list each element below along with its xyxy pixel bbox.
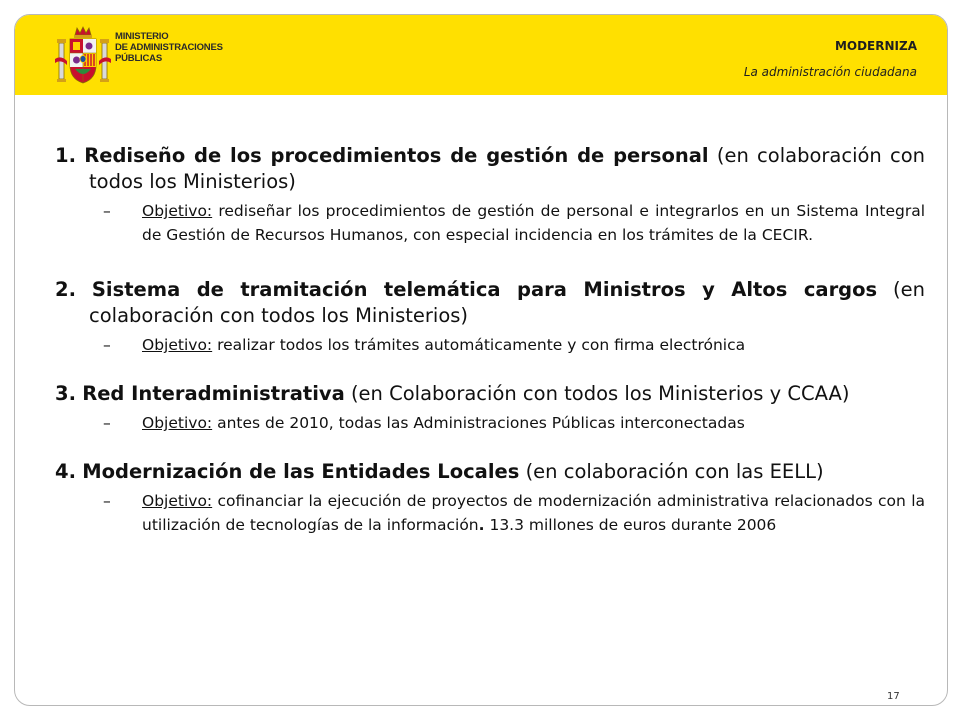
- ministry-line: DE ADMINISTRACIONES: [115, 42, 223, 53]
- section-heading: [55, 381, 925, 407]
- objective-text: realizar todos los trámites automáticamente y con firma electrónica: [217, 336, 746, 354]
- ministry-line: PÚBLICAS: [115, 53, 162, 64]
- section-number: 1.: [55, 144, 76, 167]
- objective-bullet: [55, 411, 925, 435]
- section: [55, 381, 925, 435]
- objective-text: antes de 2010, todas las Administraciones Públicas interconectadas: [217, 414, 745, 432]
- section-number: 2.: [55, 278, 76, 301]
- objective-label: Objetivo:: [142, 414, 213, 432]
- bullet-dash: –: [103, 492, 111, 510]
- section-number: 4.: [55, 460, 76, 483]
- section: [55, 143, 925, 247]
- section-heading: [55, 277, 925, 329]
- objective-bullet: [55, 333, 925, 357]
- section-title: Modernización de las Entidades Locales: [82, 460, 520, 483]
- section-heading: [55, 143, 925, 195]
- section-title: Rediseño de los procedimientos de gestión de personal: [84, 144, 709, 167]
- objective-label: Objetivo:: [142, 202, 213, 220]
- section-note: (en colaboración con todos los Ministerios): [89, 144, 926, 193]
- objective-bullet: [55, 489, 925, 537]
- bullet-dash: –: [103, 414, 111, 432]
- brand-tagline: La administración ciudadana: [743, 65, 917, 79]
- section-heading: [55, 459, 925, 485]
- section-number: 3.: [55, 382, 76, 405]
- page-number: 17: [887, 691, 900, 702]
- section-title: Red Interadministrativa: [82, 382, 345, 405]
- objective-tail: 13.3 millones de euros durante 2006: [484, 516, 777, 534]
- objective-bullet: [55, 199, 925, 247]
- objective-label: Objetivo:: [142, 336, 213, 354]
- section-note: (en colaboración con todos los Ministerios): [89, 278, 926, 327]
- ministry-line: MINISTERIO: [115, 31, 169, 42]
- bullet-dash: –: [103, 202, 111, 220]
- bullet-dash: –: [103, 336, 111, 354]
- ministry-name: [115, 31, 223, 64]
- section: [55, 459, 925, 537]
- header-band: [15, 15, 947, 95]
- section: [55, 277, 925, 357]
- slide: [14, 14, 948, 706]
- section-note: (en colaboración con las EELL): [525, 460, 824, 483]
- slide-content: [55, 143, 925, 537]
- objective-bold-period: .: [478, 516, 485, 534]
- objective-text: cofinanciar la ejecución de proyectos de modernización administrativa relacionados con la utilización de tecnologías de la información: [142, 492, 925, 534]
- objective-label: Objetivo:: [142, 492, 213, 510]
- section-note: (en Colaboración con todos los Ministerios y CCAA): [350, 382, 850, 405]
- brand-title: MODERNIZA: [834, 39, 917, 53]
- objective-text: rediseñar los procedimientos de gestión de personal e integrarlos en un Sistema Integral de Gestión de Recursos Humanos, con especial incidencia en los trámites de la CECIR.: [142, 202, 926, 244]
- section-title: Sistema de tramitación telemática para Ministros y Altos cargos: [91, 278, 878, 301]
- coat-of-arms-icon: [53, 25, 113, 91]
